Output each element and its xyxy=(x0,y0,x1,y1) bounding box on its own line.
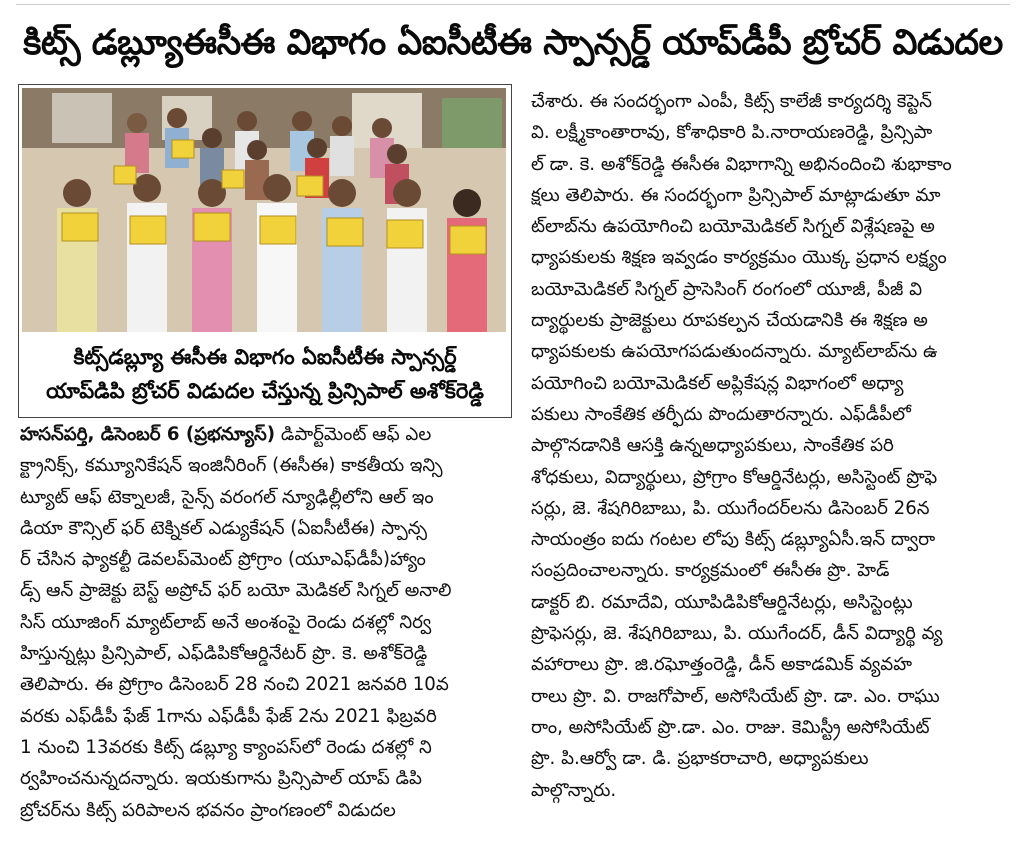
left-line: క్ట్రానిక్స్, కమ్యూనికేషన్ ఇంజినీరింగ్ (ఈసీఈ) కాకతీయ ఇన్సి xyxy=(20,455,443,477)
right-line: సర్లు, జె. శేషగిరిబాబు, పి. యుగేందర్‌లను డిసెంబర్ 26న xyxy=(531,497,930,519)
right-line: ల్ డా. కె. అశోక్‌రెడ్డి ఈసీఈ విభాగాన్ని అభినందించి శుభాకాం xyxy=(531,153,952,175)
right-line: సంప్రదించాలన్నారు. కార్యక్రమంలో ఈసీఈ ప్రొ. హెడ్ xyxy=(531,560,890,582)
right-line: పాల్గొన్నారు. xyxy=(531,779,617,801)
right-line: వి. లక్ష్మీకాంతారావు, కోశాధికారి పి.నారాయణరెడ్డి, ప్రిన్సిపా xyxy=(531,122,933,144)
right-line: శోధకులు, విద్యార్థులు, ప్రోగ్రాం కోఆర్డినేటర్లు, అసిస్టెంట్ ప్రొఫె xyxy=(531,466,938,488)
right-line: ప్రొ. పి.ఆర్వో డా. డి. ప్రభాకరాచారి, అధ్యాపకులు xyxy=(531,748,869,770)
left-line-1 xyxy=(20,419,508,450)
caption-line-1: కిట్స్‌డబ్ల్యూ ఈసీఈ విభాగం ఏఐసీటీఈ స్పాన్సర్డ్ xyxy=(73,345,457,369)
right-text-column xyxy=(531,86,1009,806)
left-line: ర్వహించనున్నదన్నారు. ఇయకుగాను ప్రిన్సిపాల్ యాప్ డిపి xyxy=(20,768,422,790)
right-line: బయోమెడికల్ సిగ్నల్ ప్రాసెసింగ్ రంగంలో యూజీ, పీజీ వి xyxy=(531,278,923,300)
right-line: పకులు సాంకేతిక తర్ఫీదు పొందుతారన్నారు. ఎఫ్‌డీపీలో xyxy=(531,403,911,425)
right-line: డాక్టర్ బి. రమాదేవి, యూపిడిపికోఆర్డినేటర్లు, అసిస్టెంట్లు xyxy=(531,591,913,613)
right-line: రాలు ప్రొ. వి. రాజగోపాల్, అసోసియేట్ ప్రొ. డా. ఎం. రాఘు xyxy=(531,685,940,707)
left-line: తెలిపారు. ఈ ప్రోగ్రాం డిసెంబర్ 28 నంచి 2021 జనవరి 10వ xyxy=(20,674,449,696)
caption-line-2: యాప్‌డిపి బ్రోచర్ విడుదల చేస్తున్న ప్రిన్సిపాల్ అశోక్‌రెడ్డి xyxy=(46,379,484,403)
dateline: హసన్‌పర్తి, డిసెంబర్ 6 (ప్రభన్యూస్) xyxy=(20,424,276,445)
left-text-column xyxy=(20,419,508,826)
right-line: ప్రొఫెసర్లు, జె. శేషగిరిబాబు, పి. యుగేందర్, డీన్ విద్యార్థి వ్య xyxy=(531,623,943,645)
left-line: డ్స్ ఆన్ ప్రాజెక్టు బెస్ట్ అప్రోచ్ ఫర్ బయో మెడికల్ సిగ్నల్ అనాలి xyxy=(20,580,452,602)
right-line: ధ్యాపకులకు శిక్షణ ఇవ్వడం కార్యక్రమం యొక్క ప్రధాన లక్ష్యం xyxy=(531,247,947,269)
group-photo-image xyxy=(22,88,506,332)
left-line: బ్రోచర్‌ను కిట్స్ పరిపాలన భవనం ప్రాంగణంలో విడుదల xyxy=(20,799,396,821)
group-photo-illustration xyxy=(22,88,506,332)
left-line: ట్యూట్ ఆఫ్ టెక్నాలజీ, సైన్స్ వరంగల్ న్యూఢిల్లీలోని ఆల్ ఇం xyxy=(20,486,434,508)
left-line: సిస్ యూజింగ్ మ్యాట్‌లాబ్ అనే అంశంపై రెండు దశల్లో నిర్వ xyxy=(20,611,432,633)
left-line: 1 నుంచి 13వరకు కిట్స్ డబ్ల్యూ క్యాంపస్‌లో రెండు దశల్లో ని xyxy=(20,736,432,758)
page-top-rule xyxy=(16,4,1010,5)
article-headline: కిట్స్ డబ్ల్యూఈసీఈ విభాగం ఏఐసీటీఈ స్పాన్సర్డ్ యాప్‌డీపీ బ్రోచర్ విడుదల xyxy=(23,23,1003,63)
right-line: ట్‌లాబ్‌ను ఉపయోగించి బయోమెడికల్ సిగ్నల్ విశ్లేషణపై అ xyxy=(531,216,935,238)
right-line: పయోగించి బయోమెడికల్ అప్లికేషన్ల విభాగంలో అధ్యా xyxy=(531,372,904,394)
right-line: వహారాలు ప్రొ. జి.రఘోత్తంరెడ్డి, డీన్ అకాడమిక్ వ్యవహ xyxy=(531,654,913,676)
left-line: డియా కౌన్సిల్ ఫర్ టెక్నికల్ ఎడ్యుకేషన్ (ఏఐసీటీఈ) స్పాన్స xyxy=(20,517,428,539)
right-line: పాల్గొనడానికి ఆసక్తి ఉన్నఅధ్యాపకులు, సాంకేతిక పరి xyxy=(531,435,894,457)
photo-box xyxy=(18,84,512,418)
right-line: సాయంత్రం ఐదు గంటల లోపు కిట్స్ డబ్ల్యూఏసీ.ఇన్ ద్వారా xyxy=(531,529,936,551)
left-line-1-rest: డిపార్ట్‌మెంట్ ఆఫ్ ఎల xyxy=(275,424,432,445)
right-line: ద్యార్థులకు ప్రాజెక్టులు రూపకల్పన చేయడానికి ఈ శిక్షణ అ xyxy=(531,310,928,332)
left-line: ర్ చేసిన ఫ్యాకల్టీ డెవలప్‌మెంట్ ప్రోగ్రాం (యూఎఫ్‌డీపీ)హ్యాం xyxy=(20,549,426,571)
right-line: క్షలు తెలిపారు. ఈ సందర్భంగా ప్రిన్సిపాల్ మాట్లాడుతూ మా xyxy=(531,184,941,206)
left-line: హిస్తున్నట్లు ప్రిన్సిపాల్, ఎఫ్‌డిపికోఆర్డినేటర్ ప్రొ. కె. అశోక్‌రెడ్డి xyxy=(20,643,428,665)
left-line: వరకు ఎఫ్‌డీపీ ఫేజ్ 1గాను ఎఫ్‌డీపీ ఫేజ్ 2ను 2021 ఫిబ్రవరి xyxy=(20,705,437,727)
right-line: చేశారు. ఈ సందర్భంగా ఎంపీ, కిట్స్ కాలేజీ కార్యదర్శి కెప్టెన్ xyxy=(531,91,933,112)
right-line: రాం, అసోసియేట్ ప్రొ.డా. ఎం. రాజు. కెమిస్ట్రీ అసోసియేట్ xyxy=(531,716,930,738)
photo-caption xyxy=(22,335,508,413)
right-line: ధ్యాపకులకు ఉపయోగపడుతుందన్నారు. మ్యాట్‌లాబ్‌ను ఉ xyxy=(531,341,938,363)
